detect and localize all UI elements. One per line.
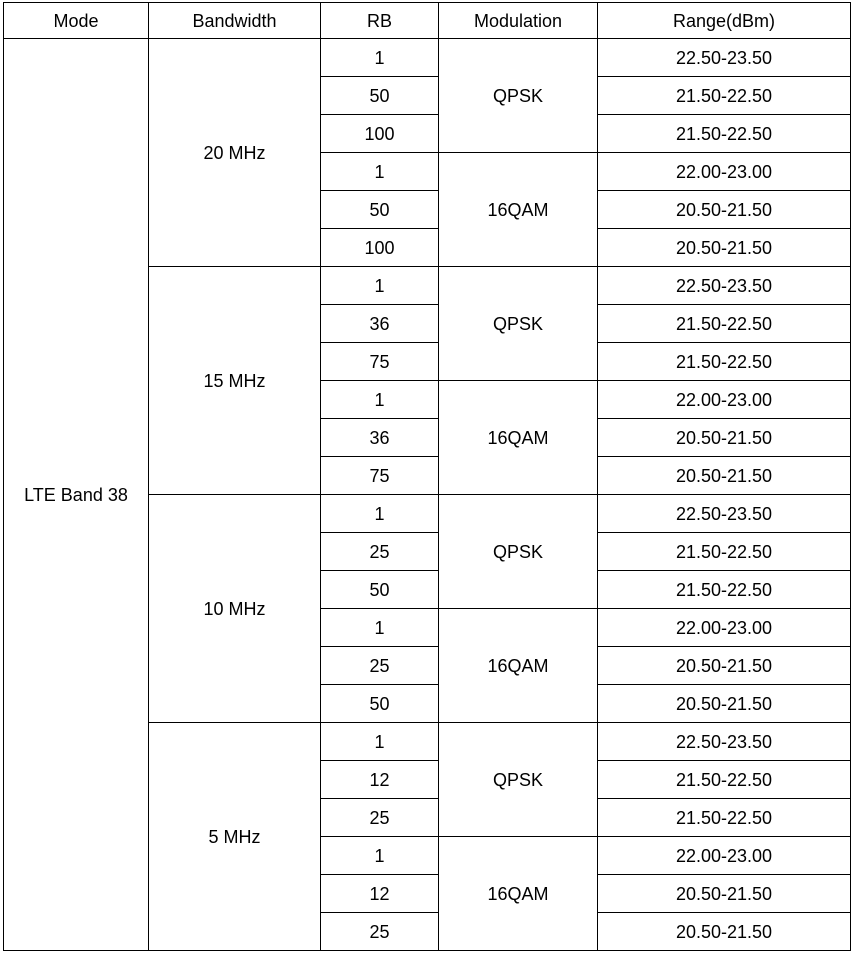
modulation-cell: QPSK: [439, 39, 598, 153]
rb-cell: 25: [321, 533, 439, 571]
bandwidth-cell: 20 MHz: [149, 39, 321, 267]
modulation-cell: 16QAM: [439, 609, 598, 723]
rb-cell: 1: [321, 837, 439, 875]
range-cell: 21.50-22.50: [598, 799, 851, 837]
table-row: [4, 39, 851, 77]
range-cell: 20.50-21.50: [598, 457, 851, 495]
range-cell: 22.00-23.00: [598, 837, 851, 875]
rb-cell: 1: [321, 723, 439, 761]
rb-cell: 1: [321, 381, 439, 419]
rb-cell: 36: [321, 305, 439, 343]
range-cell: 20.50-21.50: [598, 229, 851, 267]
rb-cell: 75: [321, 457, 439, 495]
rb-cell: 36: [321, 419, 439, 457]
range-cell: 21.50-22.50: [598, 761, 851, 799]
range-cell: 22.00-23.00: [598, 381, 851, 419]
header-mode: Mode: [4, 3, 149, 39]
rb-cell: 25: [321, 913, 439, 951]
table-header: [4, 3, 851, 39]
range-cell: 20.50-21.50: [598, 913, 851, 951]
rb-cell: 50: [321, 571, 439, 609]
range-cell: 21.50-22.50: [598, 343, 851, 381]
rb-cell: 1: [321, 39, 439, 77]
modulation-cell: QPSK: [439, 495, 598, 609]
header-range: Range(dBm): [598, 3, 851, 39]
range-cell: 22.50-23.50: [598, 267, 851, 305]
range-cell: 22.50-23.50: [598, 723, 851, 761]
power-range-table: [3, 2, 851, 951]
header-rb: RB: [321, 3, 439, 39]
header-bandwidth: Bandwidth: [149, 3, 321, 39]
rb-cell: 50: [321, 191, 439, 229]
modulation-cell: QPSK: [439, 723, 598, 837]
range-cell: 21.50-22.50: [598, 571, 851, 609]
rb-cell: 25: [321, 647, 439, 685]
rb-cell: 75: [321, 343, 439, 381]
rb-cell: 1: [321, 609, 439, 647]
rb-cell: 1: [321, 153, 439, 191]
modulation-cell: QPSK: [439, 267, 598, 381]
range-cell: 22.00-23.00: [598, 609, 851, 647]
mode-cell: LTE Band 38: [4, 39, 149, 951]
range-cell: 22.00-23.00: [598, 153, 851, 191]
bandwidth-cell: 10 MHz: [149, 495, 321, 723]
rb-cell: 100: [321, 229, 439, 267]
modulation-cell: 16QAM: [439, 153, 598, 267]
rb-cell: 50: [321, 77, 439, 115]
range-cell: 20.50-21.50: [598, 191, 851, 229]
modulation-cell: 16QAM: [439, 837, 598, 951]
rb-cell: 1: [321, 267, 439, 305]
range-cell: 21.50-22.50: [598, 77, 851, 115]
bandwidth-cell: 15 MHz: [149, 267, 321, 495]
header-modulation: Modulation: [439, 3, 598, 39]
rb-cell: 12: [321, 761, 439, 799]
rb-cell: 12: [321, 875, 439, 913]
range-cell: 20.50-21.50: [598, 647, 851, 685]
table-body: [4, 39, 851, 951]
range-cell: 20.50-21.50: [598, 685, 851, 723]
range-cell: 21.50-22.50: [598, 533, 851, 571]
modulation-cell: 16QAM: [439, 381, 598, 495]
range-cell: 20.50-21.50: [598, 419, 851, 457]
rb-cell: 50: [321, 685, 439, 723]
header-row: [4, 3, 851, 39]
range-cell: 22.50-23.50: [598, 39, 851, 77]
range-cell: 20.50-21.50: [598, 875, 851, 913]
bandwidth-cell: 5 MHz: [149, 723, 321, 951]
rb-cell: 25: [321, 799, 439, 837]
rb-cell: 1: [321, 495, 439, 533]
range-cell: 22.50-23.50: [598, 495, 851, 533]
range-cell: 21.50-22.50: [598, 305, 851, 343]
rb-cell: 100: [321, 115, 439, 153]
range-cell: 21.50-22.50: [598, 115, 851, 153]
